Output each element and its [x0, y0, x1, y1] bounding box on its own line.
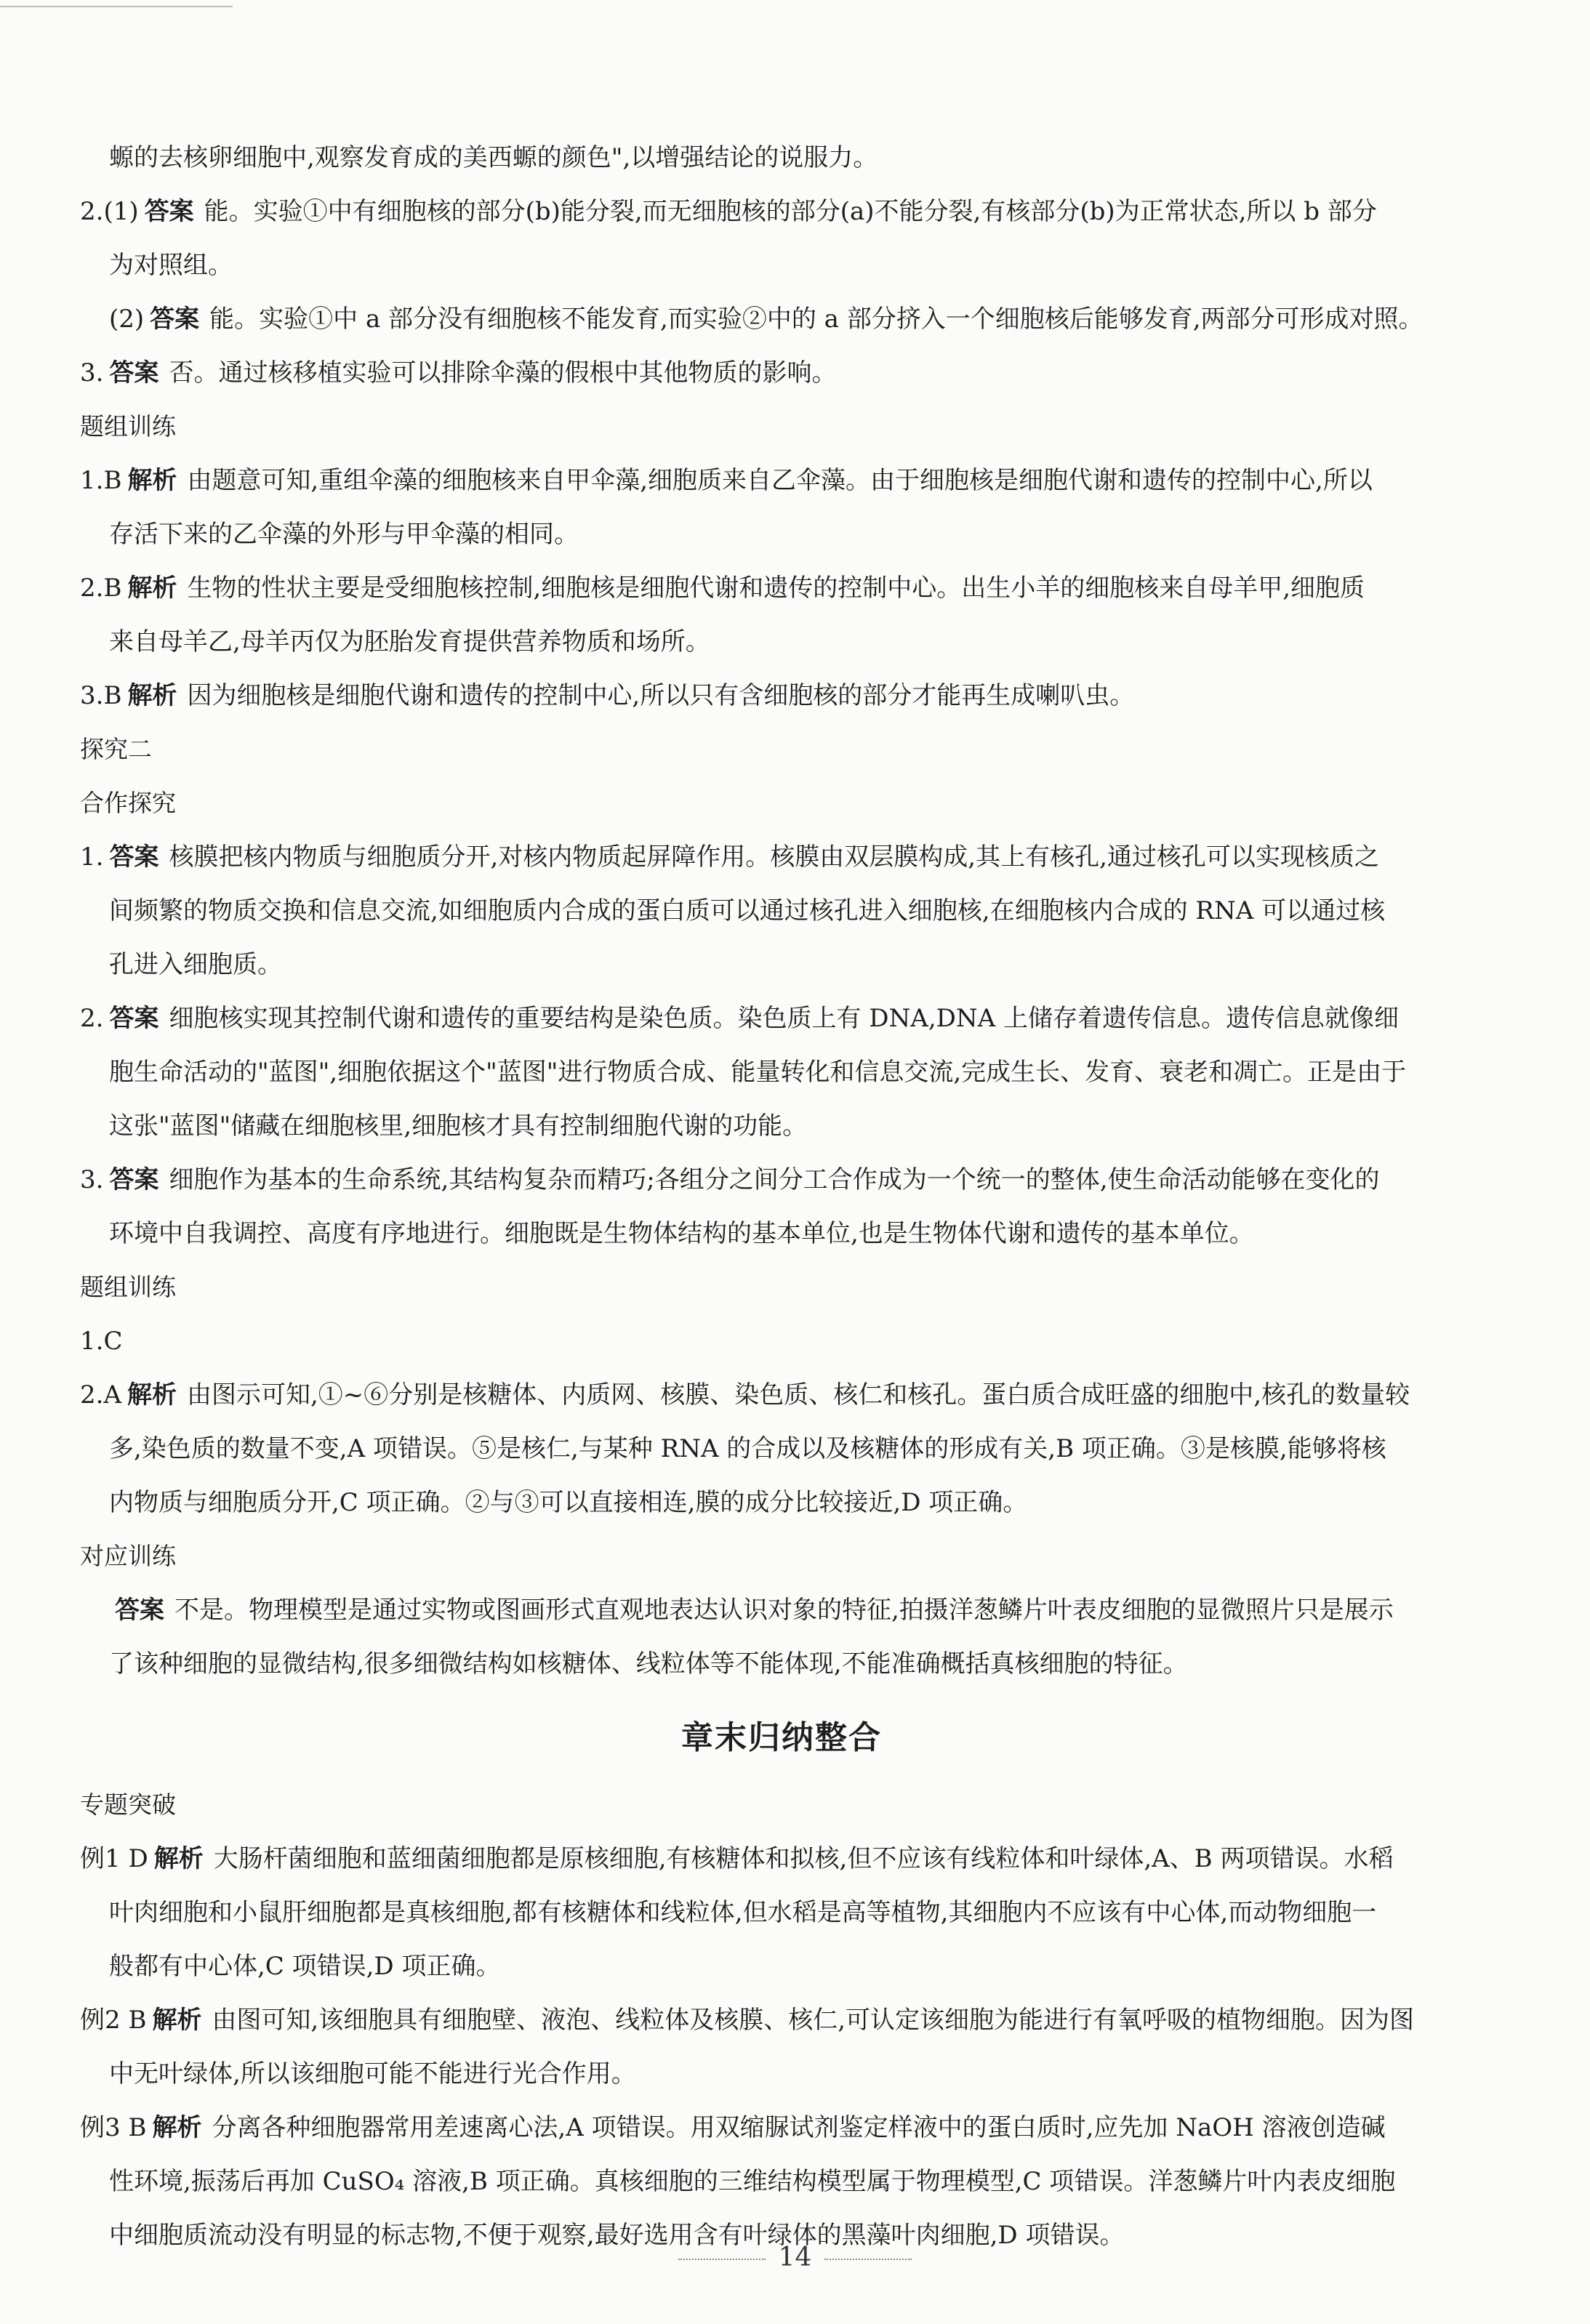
line-text: 孔进入细胞质。: [109, 950, 282, 979]
line-text: 分离各种细胞器常用差速离心法,A 项错误。用双缩脲试剂鉴定样液中的蛋白质时,应先加 NaOH 溶液创造碱: [212, 2113, 1386, 2142]
line-text: 存活下来的乙伞藻的外形与甲伞藻的相同。: [109, 520, 579, 549]
section-heading: [80, 1260, 1483, 1314]
chapter-summary-title: 章末归纳整合: [681, 1719, 882, 1756]
line-text: 否。通过核移植实验可以排除伞藻的假根中其他物质的影响。: [169, 358, 837, 387]
text-line: [80, 2047, 1483, 2101]
text-line: [80, 1637, 1483, 1691]
item-number: 2.: [80, 1004, 104, 1033]
answer-label: 解析: [153, 1844, 204, 1873]
text-line: [80, 830, 1483, 884]
line-text: 细胞作为基本的生命系统,其结构复杂而精巧;各组分之间分工合作成为一个统一的整体,使生命活动能够在变化的: [169, 1165, 1380, 1194]
text-line: [80, 938, 1483, 992]
page-content: [80, 131, 1483, 2262]
answer-label: 答案: [144, 197, 194, 226]
line-text: 题组训练: [80, 412, 176, 441]
answer-label: 解析: [127, 681, 177, 710]
text-line: [80, 1939, 1483, 1993]
line-text: 合作探究: [80, 789, 176, 817]
line-text: 能。实验①中 a 部分没有细胞核不能发育,而实验②中的 a 部分挤入一个细胞核后能够发育,两部分可形成对照。: [209, 305, 1424, 334]
line-text: 对应训练: [80, 1542, 176, 1570]
text-line: [80, 2101, 1483, 2155]
text-line: [80, 1476, 1483, 1529]
answers-section: [80, 131, 1483, 1691]
text-line: [80, 238, 1483, 292]
line-text: 内物质与细胞质分开,C 项正确。②与③可以直接相连,膜的成分比较接近,D 项正确。: [109, 1488, 1028, 1517]
item-number: (2): [109, 305, 145, 334]
text-line: [80, 346, 1483, 400]
item-number: 例3 B: [80, 2113, 147, 2142]
line-text: 这张"蓝图"储藏在细胞核里,细胞核才具有控制细胞代谢的功能。: [109, 1111, 808, 1141]
section-heading: [80, 1778, 1483, 1832]
line-text: 螈的去核卵细胞中,观察发育成的美西螈的颜色",以增强结论的说服力。: [109, 143, 878, 172]
text-line: [80, 615, 1483, 669]
item-number: 3.: [80, 358, 104, 387]
line-text: 来自母羊乙,母羊丙仅为胚胎发育提供营养物质和场所。: [109, 627, 710, 656]
page-number-ornament-left: [678, 2259, 766, 2260]
line-text: 核膜把核内物质与细胞质分开,对核内物质起屏障作用。核膜由双层膜构成,其上有核孔,通过核孔可以实现核质之: [169, 843, 1379, 872]
text-line: [80, 1314, 1483, 1368]
text-line: [80, 1368, 1483, 1422]
line-text: 探究二: [80, 735, 152, 763]
text-line: [80, 454, 1483, 507]
item-number: 1.C: [80, 1327, 123, 1356]
item-number: 2.A: [80, 1380, 121, 1410]
answer-label: 解析: [127, 574, 177, 603]
line-text: 由图可知,该细胞具有细胞壁、液泡、线粒体及核膜、核仁,可认定该细胞为能进行有氧呼吸的植物细胞。因为图: [212, 2006, 1415, 2035]
page-number-ornament-right: [824, 2259, 912, 2260]
line-text: 专题突破: [80, 1790, 176, 1819]
text-line: [80, 1993, 1483, 2047]
item-number: 1.: [80, 843, 104, 872]
line-text: 环境中自我调控、高度有序地进行。细胞既是生物体结构的基本单位,也是生物体代谢和遗传的基本单位。: [109, 1219, 1254, 1248]
line-text: 不是。物理模型是通过实物或图画形式直观地表达认识对象的特征,拍摄洋葱鳞片叶表皮细胞的显微照片只是展示: [174, 1596, 1394, 1625]
text-line: [80, 669, 1483, 723]
line-text: 胞生命活动的"蓝图",细胞依据这个"蓝图"进行物质合成、能量转化和信息交流,完成生长、发育、衰老和凋亡。正是由于: [109, 1058, 1407, 1087]
answer-label: 解析: [127, 466, 177, 495]
text-line: [80, 561, 1483, 615]
item-number: 3.B: [80, 681, 122, 710]
text-line: [80, 1153, 1483, 1207]
text-line: [80, 1207, 1483, 1260]
answer-label: 答案: [115, 1596, 164, 1625]
item-number: 3.: [80, 1165, 104, 1194]
text-line: [80, 131, 1483, 185]
text-line: [80, 1832, 1483, 1886]
line-text: 因为细胞核是细胞代谢和遗传的控制中心,所以只有含细胞核的部分才能再生成喇叭虫。: [187, 681, 1135, 710]
line-text: 题组训练: [80, 1273, 176, 1301]
line-text: 了该种细胞的显微结构,很多细微结构如核糖体、线粒体等不能体现,不能准确概括真核细胞的特征。: [109, 1649, 1188, 1678]
line-text: 中无叶绿体,所以该细胞可能不能进行光合作用。: [109, 2059, 636, 2088]
line-text: 性环境,振荡后再加 CuSO₄ 溶液,B 项正确。真核细胞的三维结构模型属于物理模型,C 项错误。洋葱鳞片叶内表皮细胞: [109, 2167, 1396, 2196]
text-line: [80, 2155, 1483, 2208]
line-text: 能。实验①中有细胞核的部分(b)能分裂,而无细胞核的部分(a)不能分裂,有核部分(b)为正常状态,所以 b 部分: [204, 197, 1377, 226]
text-line: [80, 992, 1483, 1045]
item-number: 例2 B: [80, 2006, 147, 2035]
answer-label: 答案: [109, 358, 159, 387]
text-line: [80, 292, 1483, 346]
section-heading: [80, 1529, 1483, 1583]
answer-label: 答案: [109, 843, 159, 872]
page-number: [0, 2243, 1590, 2272]
line-text: 由题意可知,重组伞藻的细胞核来自甲伞藻,细胞质来自乙伞藻。由于细胞核是细胞代谢和遗传的控制中心,所以: [187, 466, 1373, 495]
answer-label: 答案: [150, 305, 200, 334]
answer-label: 解析: [152, 2006, 202, 2035]
line-text: 为对照组。: [109, 251, 233, 280]
line-text: 中细胞质流动没有明显的标志物,不便于观察,最好选用含有叶绿体的黑藻叶肉细胞,D 项错误。: [109, 2221, 1125, 2250]
item-number: 例1 D: [80, 1844, 148, 1873]
answer-label: 答案: [109, 1004, 159, 1033]
item-number: 2.(1): [80, 197, 139, 226]
line-text: 细胞核实现其控制代谢和遗传的重要结构是染色质。染色质上有 DNA,DNA 上储存着遗传信息。遗传信息就像细: [169, 1004, 1399, 1033]
text-line: [80, 1583, 1483, 1637]
line-text: 由图示可知,①~⑥分别是核糖体、内质网、核膜、染色质、核仁和核孔。蛋白质合成旺盛的细胞中,核孔的数量较: [187, 1380, 1410, 1410]
section-heading: [80, 400, 1483, 454]
section-heading: [80, 723, 1483, 776]
topic-breakthrough-section: [80, 1778, 1483, 2262]
answer-label: 解析: [127, 1380, 177, 1410]
page-number-text: 14: [778, 2243, 812, 2272]
line-text: 般都有中心体,C 项错误,D 项正确。: [109, 1952, 501, 1981]
line-text: 叶肉细胞和小鼠肝细胞都是真核细胞,都有核糖体和线粒体,但水稻是高等植物,其细胞内不应该有中心体,而动物细胞一: [109, 1898, 1377, 1927]
text-line: [80, 185, 1483, 238]
text-line: [80, 1099, 1483, 1153]
answer-label: 答案: [109, 1165, 159, 1194]
text-line: [80, 507, 1483, 561]
line-text: 间频繁的物质交换和信息交流,如细胞质内合成的蛋白质可以通过核孔进入细胞核,在细胞核内合成的 RNA 可以通过核: [109, 896, 1386, 925]
line-text: 大肠杆菌细胞和蓝细菌细胞都是原核细胞,有核糖体和拟核,但不应该有线粒体和叶绿体,A、B 两项错误。水稻: [213, 1844, 1394, 1873]
line-text: 生物的性状主要是受细胞核控制,细胞核是细胞代谢和遗传的控制中心。出生小羊的细胞核来自母羊甲,细胞质: [187, 574, 1365, 603]
answer-label: 解析: [152, 2113, 202, 2142]
text-line: [80, 884, 1483, 938]
section-heading: [80, 776, 1483, 830]
text-line: [80, 1886, 1483, 1939]
item-number: 2.B: [80, 574, 122, 603]
top-rule: [0, 6, 233, 7]
text-line: [80, 1045, 1483, 1099]
text-line: [80, 1422, 1483, 1476]
item-number: 1.B: [80, 466, 122, 495]
line-text: 多,染色质的数量不变,A 项错误。⑤是核仁,与某种 RNA 的合成以及核糖体的形成有关,B 项正确。③是核膜,能够将核: [109, 1434, 1386, 1463]
